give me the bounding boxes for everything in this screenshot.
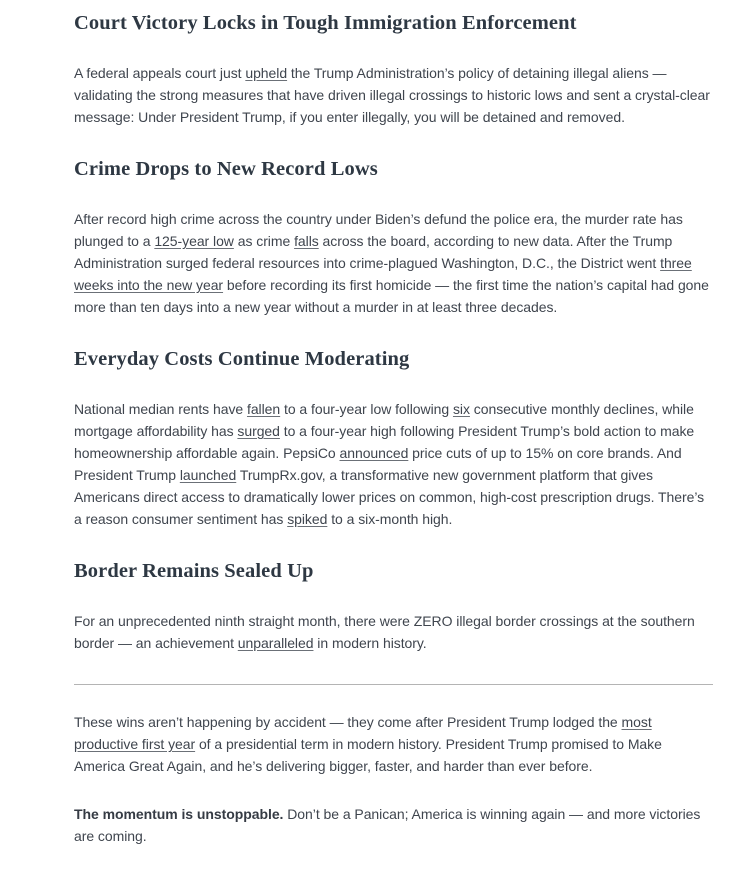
inline-link[interactable]: unparalleled	[237, 635, 314, 651]
text-run: After record high crime across the country under Biden’s defund the police era, the murder rate has plunged to a	[74, 211, 683, 249]
text-run: Don’t be a Panican; America is winning again — and more victories are coming.	[74, 806, 701, 844]
section-divider	[74, 684, 713, 685]
text-run: TrumpRx.gov, a transformative new government platform that gives Americans direct access to dramatically lower prices on common, high-cost prescription drugs. There’s a reason consumer sentiment has	[74, 467, 705, 527]
text-run: of a presidential term in modern history. President Trump promised to Make America Great Again, and he’s delivering bigger, faster, and harder than ever before.	[74, 736, 662, 774]
body-paragraph	[74, 803, 713, 847]
inline-link[interactable]: launched	[179, 467, 237, 483]
text-run: consecutive monthly declines, while mortgage affordability has	[74, 401, 694, 439]
text-run: A federal appeals court just	[74, 65, 246, 81]
text-run: to a six-month high.	[327, 511, 453, 527]
text-run: price cuts of up to 15% on core brands. And President Trump	[74, 445, 682, 483]
body-paragraph	[74, 610, 713, 654]
text-run: the Trump Administration’s policy of detaining illegal aliens — validating the strong measures that have driven illegal crossings to historic lows and sent a crystal-clear message: Under President Trump, if you enter illegally, you will be detained and removed.	[74, 65, 710, 125]
section-heading: Court Victory Locks in Tough Immigration Enforcement	[74, 12, 577, 34]
body-paragraph	[74, 711, 713, 777]
inline-link[interactable]: upheld	[245, 65, 288, 81]
text-run: as crime	[233, 233, 295, 249]
section-heading: Crime Drops to New Record Lows	[74, 158, 378, 180]
text-run: across the board, according to new data. After the Trump Administration surged federal resources into crime-plagued Washington, D.C., the District went	[74, 233, 673, 271]
inline-link[interactable]: falls	[294, 233, 319, 249]
inline-link[interactable]: announced	[339, 445, 409, 461]
body-paragraph	[74, 62, 713, 128]
section-heading: Border Remains Sealed Up	[74, 560, 314, 582]
inline-link[interactable]: fallen	[246, 401, 281, 417]
body-paragraph	[74, 398, 713, 530]
text-run: For an unprecedented ninth straight month, there were ZERO illegal border crossings at the southern border — an achievement	[74, 613, 695, 651]
text-run: These wins aren’t happening by accident — they come after President Trump lodged the	[74, 714, 622, 730]
text-run: to a four-year low following	[280, 401, 453, 417]
section-heading: Everyday Costs Continue Moderating	[74, 348, 410, 370]
text-run: National median rents have	[74, 401, 247, 417]
inline-link[interactable]: three weeks into the new year	[74, 255, 692, 293]
text-run: in modern history.	[313, 635, 427, 651]
inline-link[interactable]: spiked	[287, 511, 328, 527]
inline-link[interactable]: 125-year low	[154, 233, 234, 249]
body-paragraph	[74, 208, 713, 318]
newsletter-body	[74, 10, 713, 847]
inline-link[interactable]: most productive first year	[74, 714, 652, 752]
inline-link[interactable]: six	[452, 401, 470, 417]
text-run: before recording its first homicide — the first time the nation’s capital had gone more than ten days into a new year without a murder in at least three decades.	[74, 277, 709, 315]
inline-link[interactable]: surged	[237, 423, 280, 439]
text-run: to a four-year high following President Trump’s bold action to make homeownership affordable again. PepsiCo	[74, 423, 695, 461]
bold-text: The momentum is unstoppable.	[74, 806, 284, 822]
